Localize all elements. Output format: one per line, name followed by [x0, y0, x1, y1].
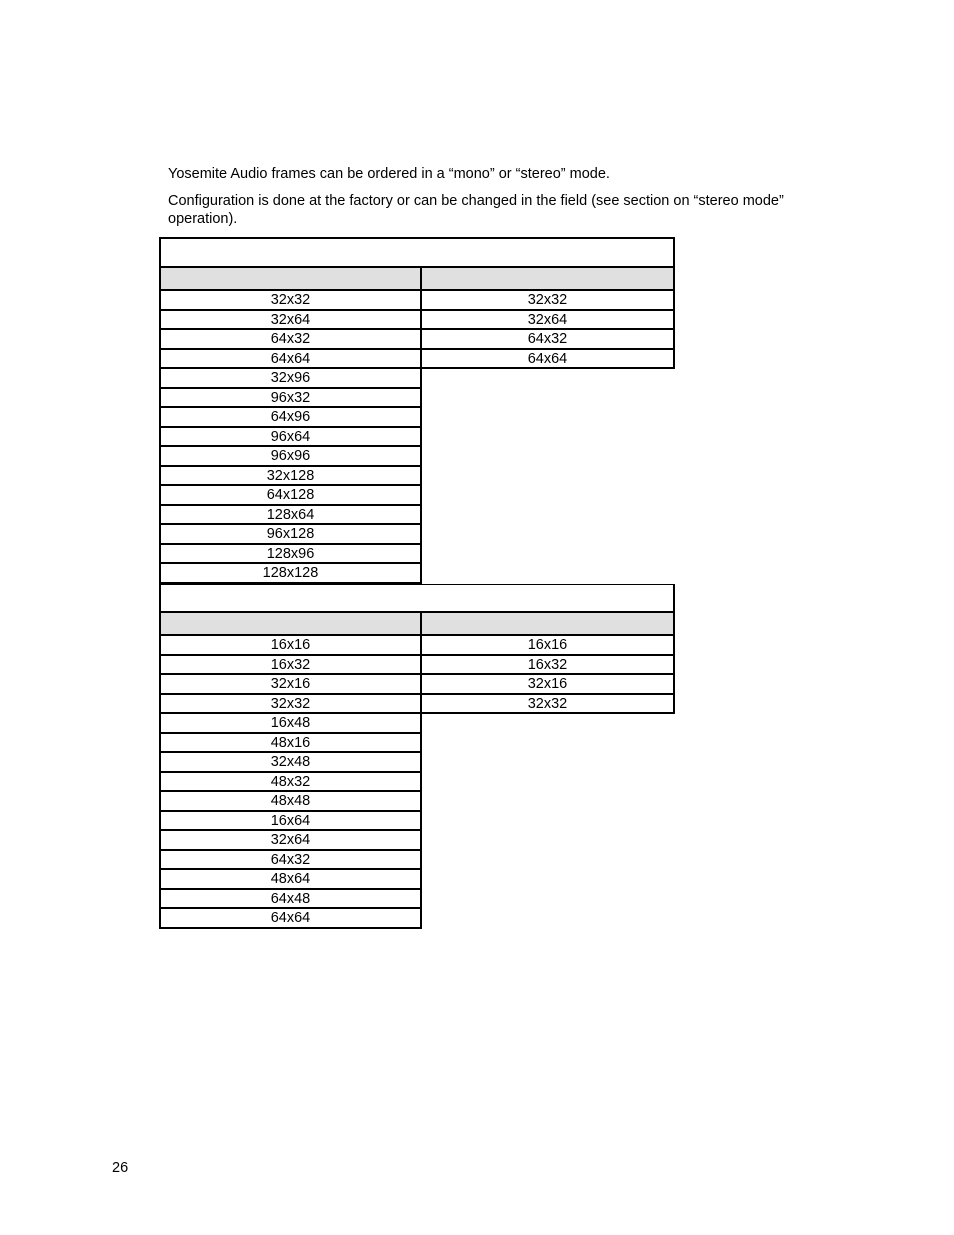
table-cell: 48x32 [159, 773, 422, 793]
table-cell: 32x64 [159, 311, 422, 331]
table-cell [422, 909, 675, 929]
table-cell: 48x64 [159, 870, 422, 890]
table-row [159, 486, 675, 506]
table-cell [422, 506, 675, 526]
table-header-cell [161, 613, 422, 634]
table-cell: 16x48 [159, 714, 422, 734]
table-cell [422, 545, 675, 565]
table-row [159, 831, 675, 851]
table-row [159, 675, 675, 695]
table-title-row [159, 237, 675, 268]
table-row [159, 350, 675, 370]
table-row [159, 525, 675, 545]
table-cell [422, 467, 675, 487]
table-cell [422, 369, 675, 389]
table-cell: 32x16 [422, 675, 675, 695]
table-row [159, 656, 675, 676]
configuration-paragraph: Configuration is done at the factory or can be changed in the field (see section on “stereo mode” operation). [168, 193, 784, 227]
table-cell: 32x64 [159, 831, 422, 851]
table-cell: 32x32 [422, 695, 675, 715]
table-row [159, 330, 675, 350]
page-number: 26 [112, 1160, 129, 1176]
table-cell: 64x64 [159, 909, 422, 929]
table-cell [422, 851, 675, 871]
table-cell [422, 870, 675, 890]
table-cell: 128x64 [159, 506, 422, 526]
table-cell: 48x48 [159, 792, 422, 812]
table-row [159, 291, 675, 311]
table-cell [422, 890, 675, 910]
table-row [159, 753, 675, 773]
table-row [159, 890, 675, 910]
table-row [159, 851, 675, 871]
table-row [159, 545, 675, 565]
frame-size-table-b [159, 584, 675, 929]
table-cell: 64x32 [159, 330, 422, 350]
table-cell [422, 564, 675, 584]
table-cell [422, 389, 675, 409]
table-cell [422, 486, 675, 506]
table-cell: 16x32 [159, 656, 422, 676]
table-cell [422, 792, 675, 812]
table-cell: 16x16 [159, 636, 422, 656]
table-cell: 96x64 [159, 428, 422, 448]
table-row [159, 389, 675, 409]
table-cell [422, 734, 675, 754]
table-row [159, 792, 675, 812]
table-row [159, 909, 675, 929]
table-cell: 64x128 [159, 486, 422, 506]
table-cell: 128x96 [159, 545, 422, 565]
table-cell: 64x32 [159, 851, 422, 871]
table-cell: 96x32 [159, 389, 422, 409]
table-cell [422, 753, 675, 773]
table-cell: 64x96 [159, 408, 422, 428]
table-row [159, 773, 675, 793]
table-row [159, 311, 675, 331]
table-row [159, 447, 675, 467]
table-cell [422, 525, 675, 545]
table-row [159, 467, 675, 487]
table-row [159, 695, 675, 715]
table-header-row [159, 613, 675, 636]
table-row [159, 408, 675, 428]
table-cell [422, 831, 675, 851]
table-cell [422, 428, 675, 448]
table-row [159, 734, 675, 754]
table-body [159, 636, 675, 929]
table-cell: 16x32 [422, 656, 675, 676]
table-cell: 96x96 [159, 447, 422, 467]
table-cell: 32x32 [159, 695, 422, 715]
table-cell: 32x96 [159, 369, 422, 389]
table-header-cell [422, 613, 673, 634]
table-row [159, 564, 675, 584]
table-cell: 32x32 [159, 291, 422, 311]
table-row [159, 369, 675, 389]
frame-size-table-a [159, 237, 675, 584]
table-cell: 64x64 [159, 350, 422, 370]
table-body [159, 291, 675, 584]
table-row [159, 812, 675, 832]
table-cell: 128x128 [159, 564, 422, 584]
table-cell [422, 714, 675, 734]
table-cell: 16x16 [422, 636, 675, 656]
table-cell: 64x48 [159, 890, 422, 910]
table-row [159, 714, 675, 734]
table-cell: 64x32 [422, 330, 675, 350]
table-cell [422, 447, 675, 467]
table-cell: 32x32 [422, 291, 675, 311]
table-row [159, 636, 675, 656]
table-cell: 32x64 [422, 311, 675, 331]
table-cell [422, 812, 675, 832]
table-header-cell [161, 268, 422, 289]
table-title-row [159, 584, 675, 613]
table-cell [422, 773, 675, 793]
table-header-row [159, 268, 675, 291]
table-cell: 48x16 [159, 734, 422, 754]
table-row [159, 870, 675, 890]
table-row [159, 506, 675, 526]
table-row [159, 428, 675, 448]
table-cell: 32x128 [159, 467, 422, 487]
table-cell: 32x16 [159, 675, 422, 695]
table-cell: 32x48 [159, 753, 422, 773]
table-cell: 96x128 [159, 525, 422, 545]
table-header-cell [422, 268, 673, 289]
intro-paragraph: Yosemite Audio frames can be ordered in a “mono” or “stereo” mode. [168, 166, 610, 182]
table-cell: 16x64 [159, 812, 422, 832]
table-cell [422, 408, 675, 428]
table-cell: 64x64 [422, 350, 675, 370]
